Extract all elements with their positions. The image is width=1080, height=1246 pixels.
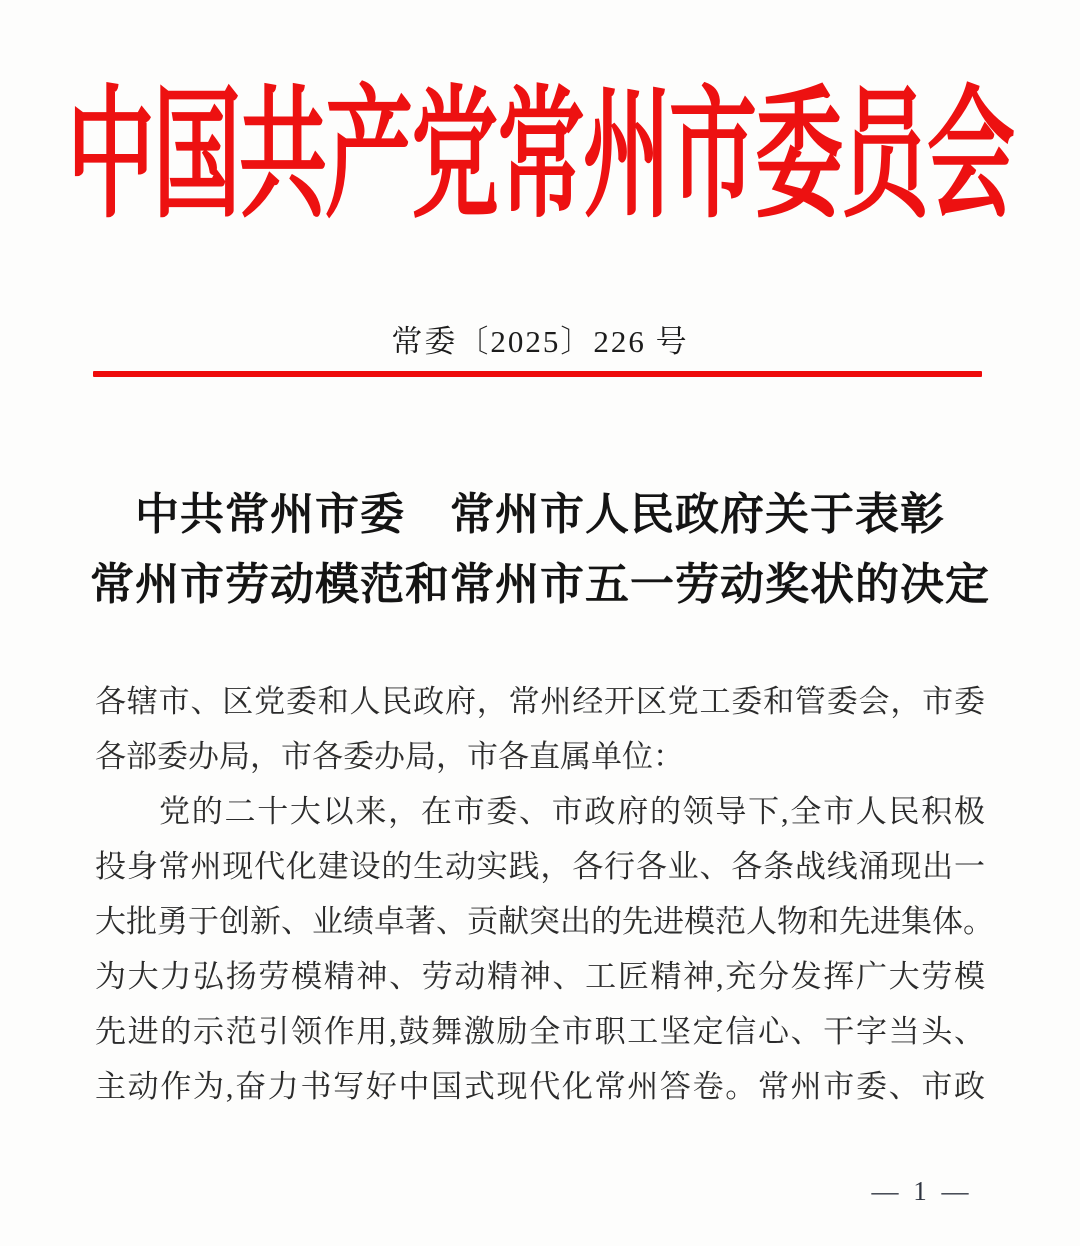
document-body: [95, 674, 994, 1114]
body-line: 大批勇于创新、业绩卓著、贡献突出的先进模范人物和先进集体。: [95, 904, 994, 939]
body-line: 各部委办局，市各委办局，市各直属单位：: [95, 739, 684, 774]
body-line: 各辖市、区党委和人民政府，常州经开区党工委和管委会，市委: [95, 684, 985, 719]
body-line: 先进的示范引领作用,鼓舞激励全市职工坚定信心、干字当头、: [95, 1014, 985, 1049]
masthead-title: 中国共产党常州市委员会: [66, 79, 1013, 237]
document-title: [0, 480, 1080, 620]
document-title-line-2: 常州市劳动模范和常州市五一劳动奖状的决定: [90, 560, 990, 609]
body-line: 党的二十大以来，在市委、市政府的领导下,全市人民积极: [159, 794, 985, 829]
body-line: 投身常州现代化建设的生动实践，各行各业、各条战线涌现出一: [95, 849, 985, 884]
body-line: 为大力弘扬劳模精神、劳动精神、工匠精神,充分发挥广大劳模: [95, 959, 985, 994]
red-divider-line: [93, 371, 982, 377]
document-title-line-1: 中共常州市委 常州市人民政府关于表彰: [135, 490, 945, 539]
document-number: 常委〔2025〕226 号: [391, 324, 689, 359]
page-number: — 1 —: [871, 1176, 973, 1206]
body-line: 主动作为,奋力书写好中国式现代化常州答卷。常州市委、市政: [95, 1069, 985, 1104]
